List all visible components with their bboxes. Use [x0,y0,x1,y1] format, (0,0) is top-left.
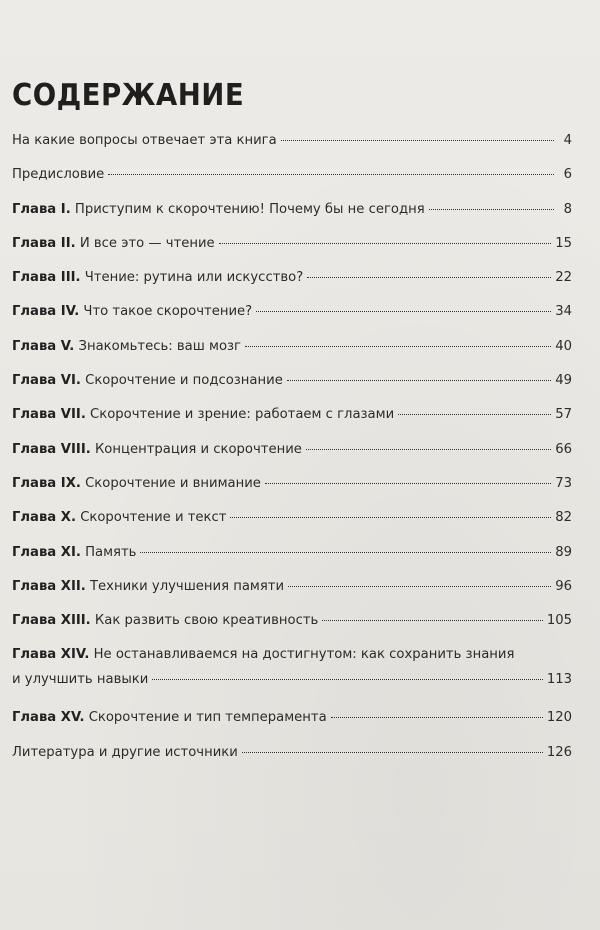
dot-leader [140,552,551,553]
toc-entry-title: Концентрация и скорочтение [94,441,302,457]
chapter-label: Глава XI. [12,544,81,560]
chapter-label: Глава XII. [12,578,86,594]
chapter-label: Глава I. [12,201,71,217]
toc-entry-title: Знакомьтесь: ваш мозг [78,338,241,354]
toc-page-number: 8 [563,201,572,217]
toc-entry-title: Приступим к скорочтению! Почему бы не сегодня [74,201,425,217]
toc-entry-references [12,736,572,770]
chapter-label: Глава VIII. [12,441,91,457]
toc-page-number: 73 [555,475,572,491]
dot-leader [322,620,543,621]
toc-entry-title: Скорочтение и зрение: работаем с глазами [90,407,395,423]
chapter-label: Глава IV. [12,304,80,320]
dot-leader [108,174,554,175]
toc-page-number: 49 [555,373,572,389]
dot-leader [242,752,543,753]
toc-entry-title: И все это — чтение [79,235,215,251]
dot-leader [288,586,551,587]
toc-page-number: 34 [555,304,572,320]
toc-entry-title: Как развить свою креативность [94,613,319,629]
toc-page-number: 66 [555,441,572,457]
toc-entry-title: Скорочтение и текст [80,510,227,526]
dot-leader [398,414,551,415]
dot-leader [287,380,551,381]
toc-entry-title: Что такое скорочтение? [83,304,253,320]
toc-entry-chapter-5 [12,330,572,364]
toc-page-number: 4 [563,133,572,148]
toc-page-number: 82 [555,510,572,526]
chapter-label: Глава IX. [12,475,81,491]
toc-page-number: 57 [555,407,572,423]
toc-entry-chapter-7 [12,398,572,432]
chapter-label: Глава VI. [12,373,81,389]
toc-entry-title: Скорочтение и внимание [85,475,261,491]
toc-entry-title: Литература и другие источники [12,744,238,760]
toc-entry-chapter-2 [12,227,572,261]
dot-leader [256,311,551,312]
toc-page-number: 105 [546,613,572,629]
chapter-label: Глава V. [12,338,75,354]
toc-entry-title: Скорочтение и тип темперамента [88,710,327,726]
toc-entry-chapter-3 [12,261,572,295]
toc-entry-title: На какие вопросы отвечает эта книга [12,133,277,148]
toc-entry-title: Техники улучшения памяти [90,578,285,594]
dot-leader [245,346,551,347]
toc-entry-chapter-4 [12,295,572,329]
toc-page-number: 15 [555,235,572,251]
dot-leader [152,679,543,680]
toc-entry-title: Предисловие [12,167,105,183]
toc-page-number: 120 [546,710,572,726]
page-title: СОДЕРЖАНИЕ [12,78,245,113]
toc-entry-chapter-10 [12,501,572,535]
dot-leader [219,243,552,244]
table-of-contents [12,124,572,770]
chapter-label: Глава X. [12,510,76,526]
toc-entry-chapter-8 [12,433,572,467]
toc-entry-chapter-14 [12,638,572,701]
toc-entry-chapter-11 [12,536,572,570]
dot-leader [429,209,554,210]
toc-page-number: 113 [546,672,572,688]
dot-leader [331,717,543,718]
toc-entry-chapter-15 [12,701,572,735]
toc-page-number: 126 [546,744,572,760]
chapter-label: Глава II. [12,235,76,251]
dot-leader [281,140,554,141]
toc-page-number: 22 [555,270,572,286]
toc-page-number: 6 [563,167,572,183]
dot-leader [265,483,551,484]
chapter-label: Глава III. [12,270,81,286]
toc-entry-intro-questions [12,124,572,158]
toc-entry-title: Чтение: рутина или искусство? [84,270,304,286]
toc-entry-chapter-6 [12,364,572,398]
toc-entry-chapter-1 [12,193,572,227]
dot-leader [306,449,551,450]
chapter-label: Глава XIII. [12,613,91,629]
toc-page-number: 96 [555,578,572,594]
chapter-label: Глава XV. [12,710,85,726]
chapter-label: Глава XIV. [12,647,90,663]
toc-entry-preface [12,158,572,192]
toc-entry-chapter-9 [12,467,572,501]
dot-leader [307,277,551,278]
toc-entry-title: Память [85,544,137,560]
toc-entry-title-continued: и улучшить навыки [12,672,149,688]
toc-entry-chapter-13 [12,604,572,638]
toc-page-number: 40 [555,338,572,354]
toc-page-number: 89 [555,544,572,560]
dot-leader [230,517,551,518]
chapter-label: Глава VII. [12,407,86,423]
toc-entry-title: Скорочтение и подсознание [85,373,283,389]
toc-entry-title: Не останавливаемся на достигнутом: как сохранить знания [93,647,515,663]
toc-entry-chapter-12 [12,570,572,604]
